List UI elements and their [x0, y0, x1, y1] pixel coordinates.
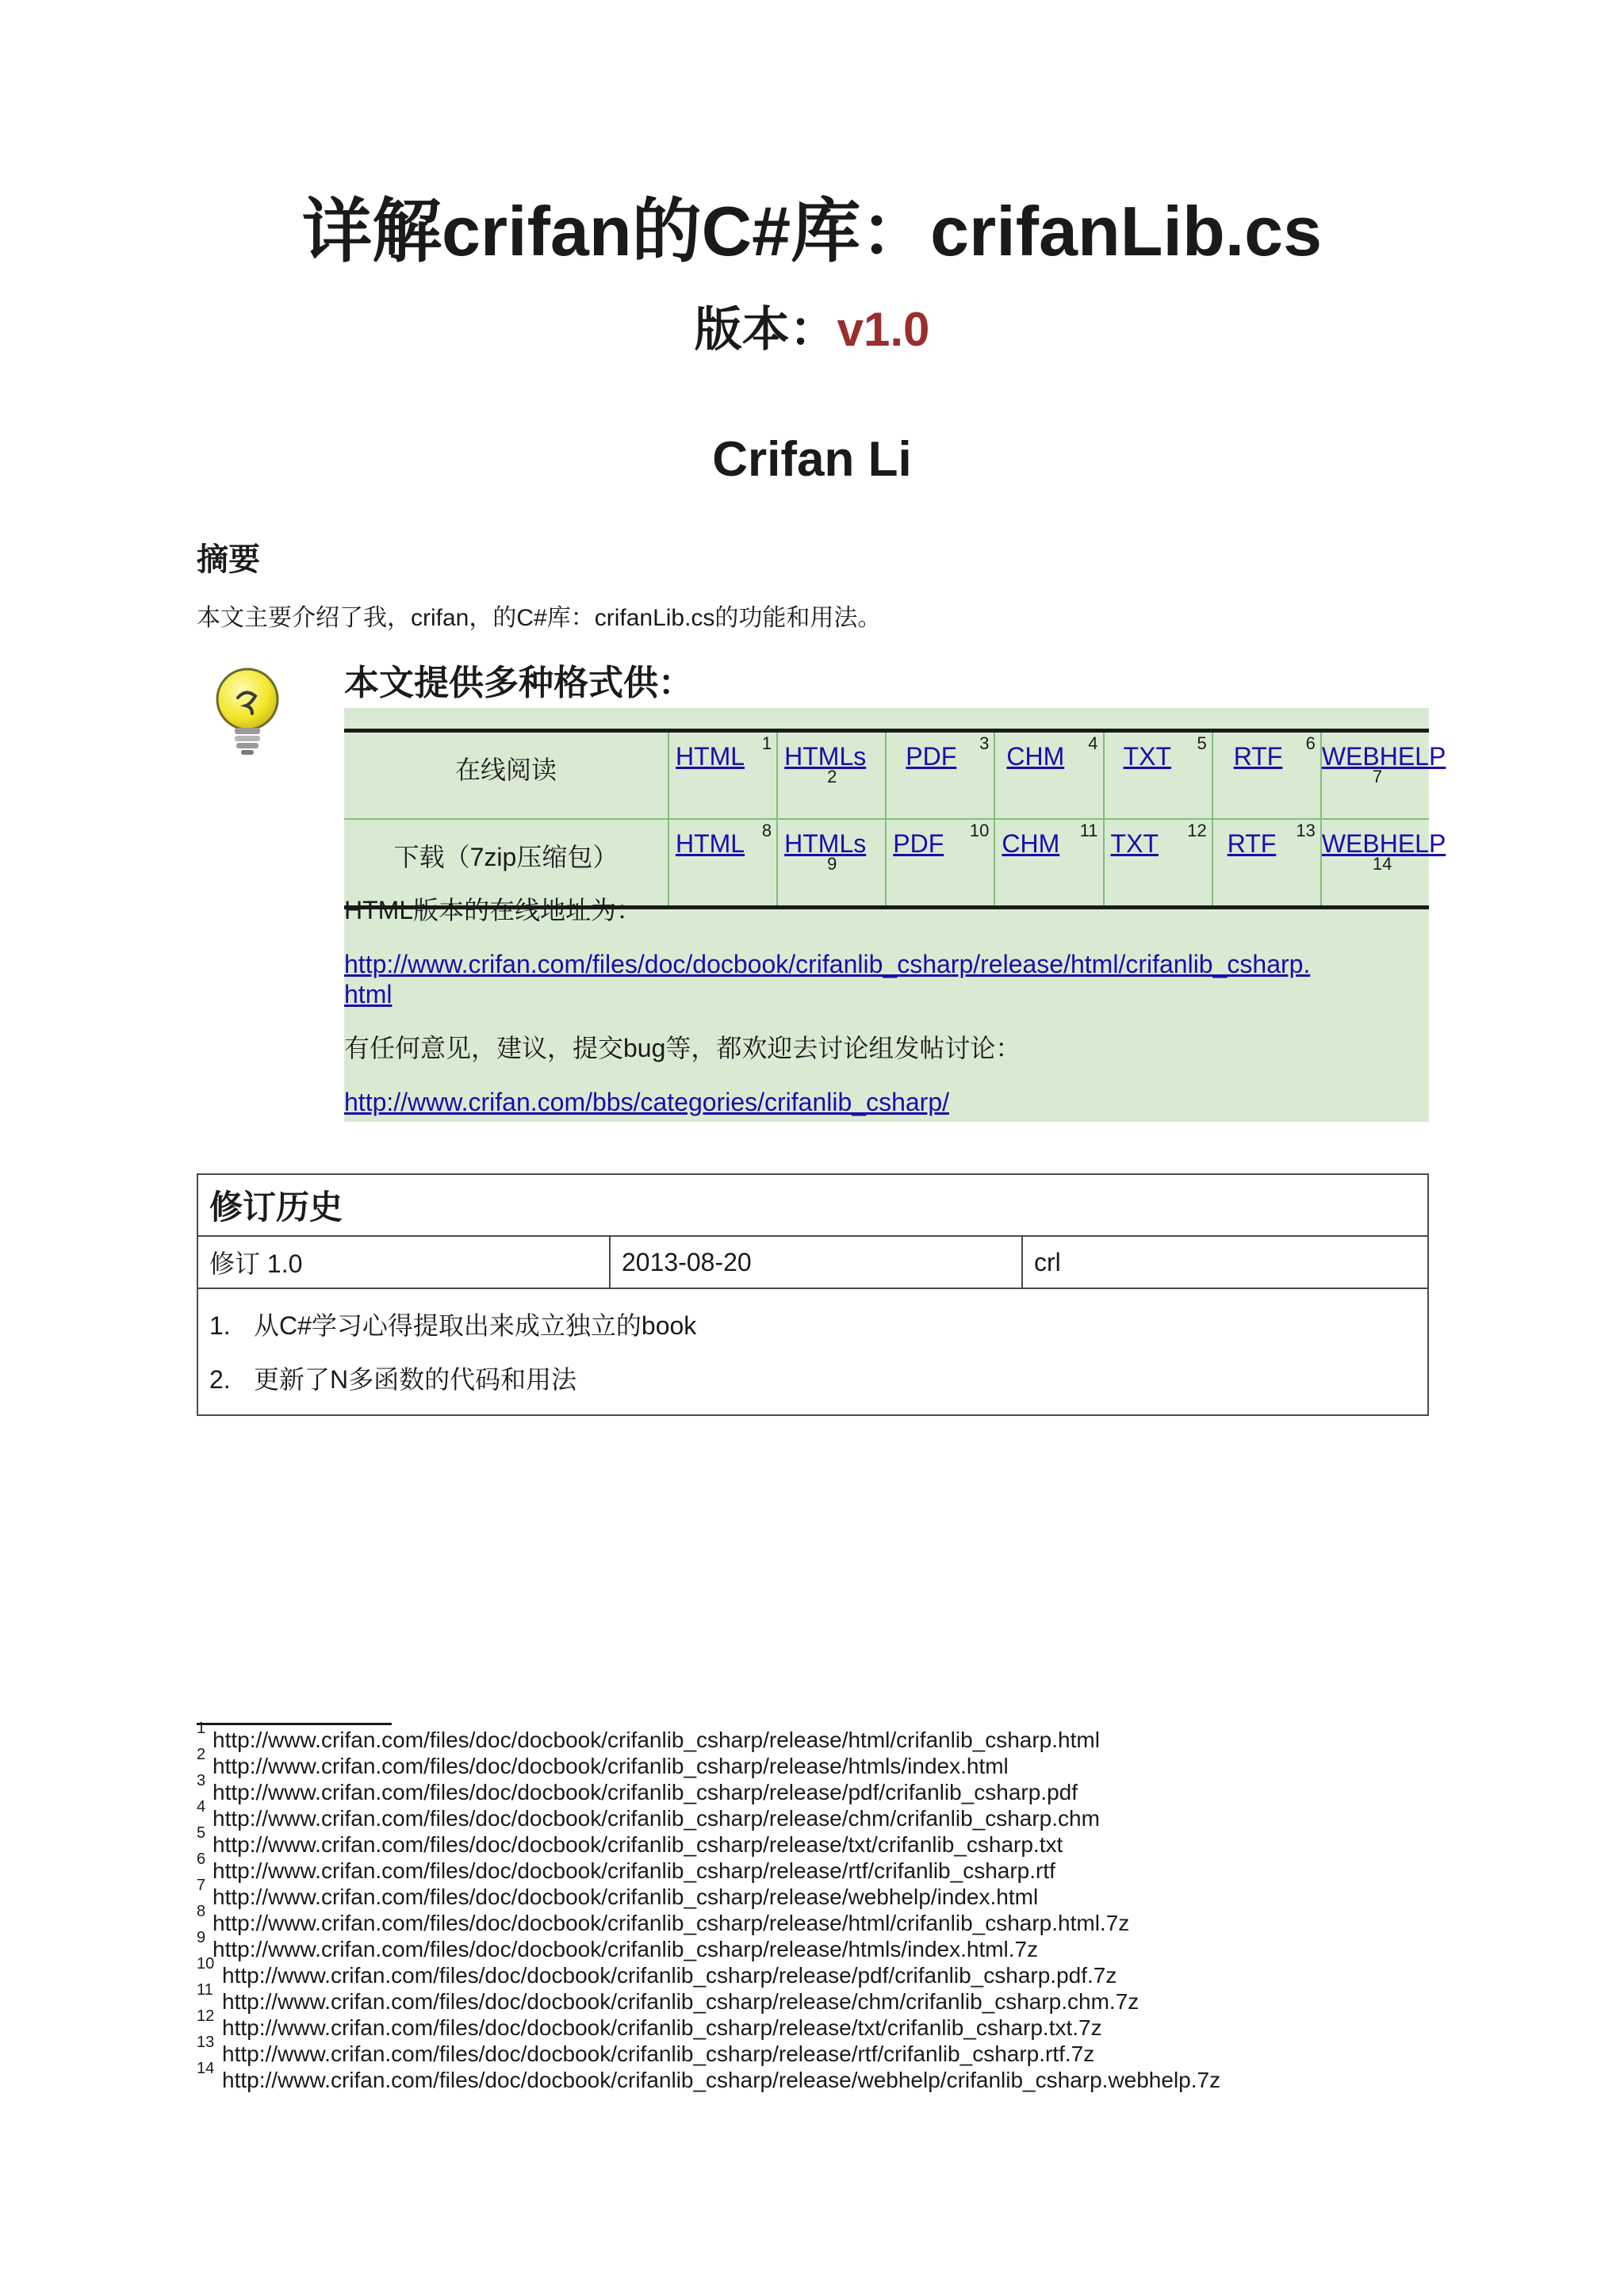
- footnote-url: http://www.crifan.com/files/doc/docbook/crifanlib_csharp/release/rtf/crifanlib_csharp.rtf: [213, 1858, 1055, 1883]
- footnote-url: http://www.crifan.com/files/doc/docbook/crifanlib_csharp/release/chm/crifanlib_csharp.chm.7z: [222, 1989, 1139, 2014]
- link-online-rtf[interactable]: RTF: [1233, 742, 1283, 771]
- revision-history-heading: 修订历史: [197, 1174, 1428, 1236]
- footnote-number: 7: [197, 1877, 206, 1894]
- revision-date: 2013-08-20: [610, 1236, 1022, 1288]
- footnote-item: [197, 1850, 1545, 1883]
- format-cell: [777, 731, 886, 820]
- link-download-webhelp[interactable]: WEBHELP: [1321, 829, 1446, 858]
- footnote-item: [197, 1929, 1545, 1961]
- version-label: 版本：: [694, 303, 837, 356]
- footnote-number: 8: [197, 1903, 206, 1920]
- footnote-url: http://www.crifan.com/files/doc/docbook/crifanlib_csharp/release/html/crifanlib_csharp.html: [213, 1728, 1100, 1752]
- revision-notes: [197, 1288, 1428, 1415]
- table-row: [344, 819, 1429, 908]
- revision-notes-list: [209, 1299, 1416, 1406]
- footnote-item: [197, 1877, 1545, 1909]
- format-cell: [1212, 819, 1321, 908]
- footnote-item: [197, 2060, 1545, 2092]
- link-online-html[interactable]: HTML: [675, 742, 745, 771]
- footnote-ref[interactable]: 7: [1372, 767, 1383, 786]
- footnote-url: http://www.crifan.com/files/doc/docbook/crifanlib_csharp/release/webhelp/crifanlib_csharp.webhelp.7z: [222, 2068, 1221, 2092]
- table-row: [197, 1174, 1428, 1236]
- footnote-url: http://www.crifan.com/files/doc/docbook/crifanlib_csharp/release/pdf/crifanlib_csharp.pdf.7z: [222, 1963, 1117, 1988]
- footnote-ref[interactable]: 2: [827, 767, 837, 786]
- link-online-htmls[interactable]: HTMLs: [784, 742, 867, 771]
- footnote-item: [197, 1981, 1545, 2014]
- link-download-rtf[interactable]: RTF: [1227, 829, 1277, 858]
- list-number: 2.: [209, 1365, 231, 1394]
- link-online-chm[interactable]: CHM: [1006, 742, 1065, 771]
- footnote-number: 13: [197, 2034, 215, 2051]
- link-download-pdf[interactable]: PDF: [893, 829, 944, 858]
- footnote-url: http://www.crifan.com/files/doc/docbook/crifanlib_csharp/release/webhelp/index.html: [213, 1885, 1039, 1909]
- footnote-ref[interactable]: 1: [761, 733, 772, 753]
- footnote-number: 11: [197, 1981, 213, 1999]
- footnote-number: 1: [197, 1720, 206, 1737]
- format-cell: [886, 731, 994, 820]
- footnote-ref[interactable]: 5: [1197, 733, 1207, 753]
- footnote-url: http://www.crifan.com/files/doc/docbook/crifanlib_csharp/release/rtf/crifanlib_csharp.rtf.7z: [222, 2042, 1095, 2066]
- version-line: [0, 298, 1624, 362]
- footnote-item: [197, 2007, 1545, 2040]
- list-item: [209, 1299, 1416, 1353]
- abstract-text: 本文主要介绍了我，crifan，的C#库：crifanLib.cs的功能和用法。: [197, 605, 882, 631]
- format-cell: [1104, 731, 1212, 820]
- footnote-ref[interactable]: 4: [1088, 733, 1098, 753]
- format-cell: [994, 731, 1103, 820]
- footnote-number: 4: [197, 1798, 206, 1816]
- footnote-number: 12: [197, 2007, 215, 2025]
- table-row: [197, 1236, 1428, 1288]
- footnote-ref[interactable]: 14: [1372, 854, 1392, 874]
- revision-history-table: [197, 1173, 1429, 1416]
- abstract-heading: 摘要: [197, 542, 260, 577]
- format-cell: [1104, 819, 1212, 908]
- formats-table: [344, 729, 1446, 909]
- footnote-number: 6: [197, 1850, 206, 1868]
- html-address-link[interactable]: http://www.crifan.com/files/doc/docbook/crifanlib_csharp/release/html/crifanlib_csharp.html: [344, 950, 1311, 1008]
- footnote-ref[interactable]: 3: [979, 733, 990, 753]
- list-text: 更新了N多函数的代码和用法: [254, 1365, 577, 1394]
- formats-note-box: [344, 708, 1446, 1122]
- footnote-url: http://www.crifan.com/files/doc/docbook/crifanlib_csharp/release/txt/crifanlib_csharp.txt: [213, 1832, 1063, 1857]
- format-cell: [668, 731, 777, 820]
- format-cell: [668, 819, 777, 908]
- link-download-chm[interactable]: CHM: [1002, 829, 1060, 858]
- feedback-link[interactable]: http://www.crifan.com/bbs/categories/crifanlib_csharp/: [344, 1088, 949, 1116]
- link-online-pdf[interactable]: PDF: [906, 742, 957, 771]
- format-cell: [994, 819, 1103, 908]
- html-address-label: HTML版本的在线地址为：: [344, 896, 642, 924]
- footnote-number: 9: [197, 1929, 206, 1946]
- link-online-txt[interactable]: TXT: [1123, 742, 1171, 771]
- footnote-url: http://www.crifan.com/files/doc/docbook/crifanlib_csharp/release/htmls/index.html.7z: [213, 1937, 1039, 1961]
- footnote-item: [197, 1824, 1545, 1857]
- footnote-url: http://www.crifan.com/files/doc/docbook/crifanlib_csharp/release/pdf/crifanlib_csharp.pdf: [213, 1780, 1078, 1804]
- footnote-ref[interactable]: 11: [1079, 821, 1098, 840]
- footnote-url: http://www.crifan.com/files/doc/docbook/crifanlib_csharp/release/chm/crifanlib_csharp.chm: [213, 1806, 1100, 1831]
- list-item: [209, 1353, 1416, 1406]
- link-download-htmls[interactable]: HTMLs: [784, 829, 867, 858]
- footnote-url: http://www.crifan.com/files/doc/docbook/crifanlib_csharp/release/txt/crifanlib_csharp.txt.7z: [222, 2015, 1102, 2040]
- format-cell: [1321, 819, 1446, 908]
- format-cell: [886, 819, 994, 908]
- row-label-download: 下载（7zip压缩包）: [344, 819, 668, 908]
- version-number: v1.0: [837, 303, 930, 356]
- footnote-number: 2: [197, 1746, 206, 1763]
- footnote-item: [197, 1720, 1545, 1752]
- footnote-ref[interactable]: 13: [1296, 821, 1316, 840]
- footnote-number: 5: [197, 1824, 206, 1842]
- footnote-number: 10: [197, 1955, 215, 1973]
- table-row: [197, 1288, 1428, 1415]
- format-cell: [1212, 731, 1321, 820]
- formats-heading: 本文提供多种格式供：: [344, 664, 693, 702]
- footnote-item: [197, 1798, 1545, 1831]
- table-row: [344, 731, 1429, 820]
- footnote-ref[interactable]: 9: [827, 854, 837, 874]
- footnote-number: 14: [197, 2060, 215, 2077]
- footnote-item: [197, 1903, 1545, 1935]
- footnote-item: [197, 2034, 1545, 2066]
- footnote-item: [197, 1746, 1545, 1778]
- link-online-webhelp[interactable]: WEBHELP: [1321, 742, 1446, 771]
- lightbulb-icon: [211, 666, 284, 758]
- author-name: Crifan Li: [712, 432, 912, 487]
- link-download-txt[interactable]: TXT: [1110, 829, 1159, 858]
- format-cell: [777, 819, 886, 908]
- link-download-html[interactable]: HTML: [675, 829, 745, 858]
- format-cell: [1321, 731, 1446, 820]
- footnote-ref[interactable]: 12: [1187, 821, 1207, 840]
- footnote-item: [197, 1955, 1545, 1988]
- list-text: 从C#学习心得提取出来成立独立的book: [254, 1311, 697, 1340]
- revision-version: 修订 1.0: [197, 1236, 610, 1288]
- revision-author: crl: [1022, 1236, 1428, 1288]
- footnote-url: http://www.crifan.com/files/doc/docbook/crifanlib_csharp/release/htmls/index.html: [213, 1754, 1009, 1778]
- feedback-label: 有任何意见，建议，提交bug等，都欢迎去讨论组发帖讨论：: [344, 1034, 1021, 1062]
- footnote-item: [197, 1772, 1545, 1804]
- document-title: 详解crifan的C#库：crifanLib.cs: [301, 192, 1323, 270]
- footnote-number: 3: [197, 1772, 206, 1789]
- footnote-ref[interactable]: 6: [1305, 733, 1316, 753]
- row-label-online: 在线阅读: [344, 731, 668, 820]
- footnotes: [197, 1720, 1545, 2092]
- footnote-ref[interactable]: 8: [761, 821, 772, 840]
- footnote-url: http://www.crifan.com/files/doc/docbook/crifanlib_csharp/release/html/crifanlib_csharp.html.7z: [213, 1911, 1130, 1935]
- footnote-ref[interactable]: 10: [969, 821, 990, 840]
- list-number: 1.: [209, 1311, 231, 1340]
